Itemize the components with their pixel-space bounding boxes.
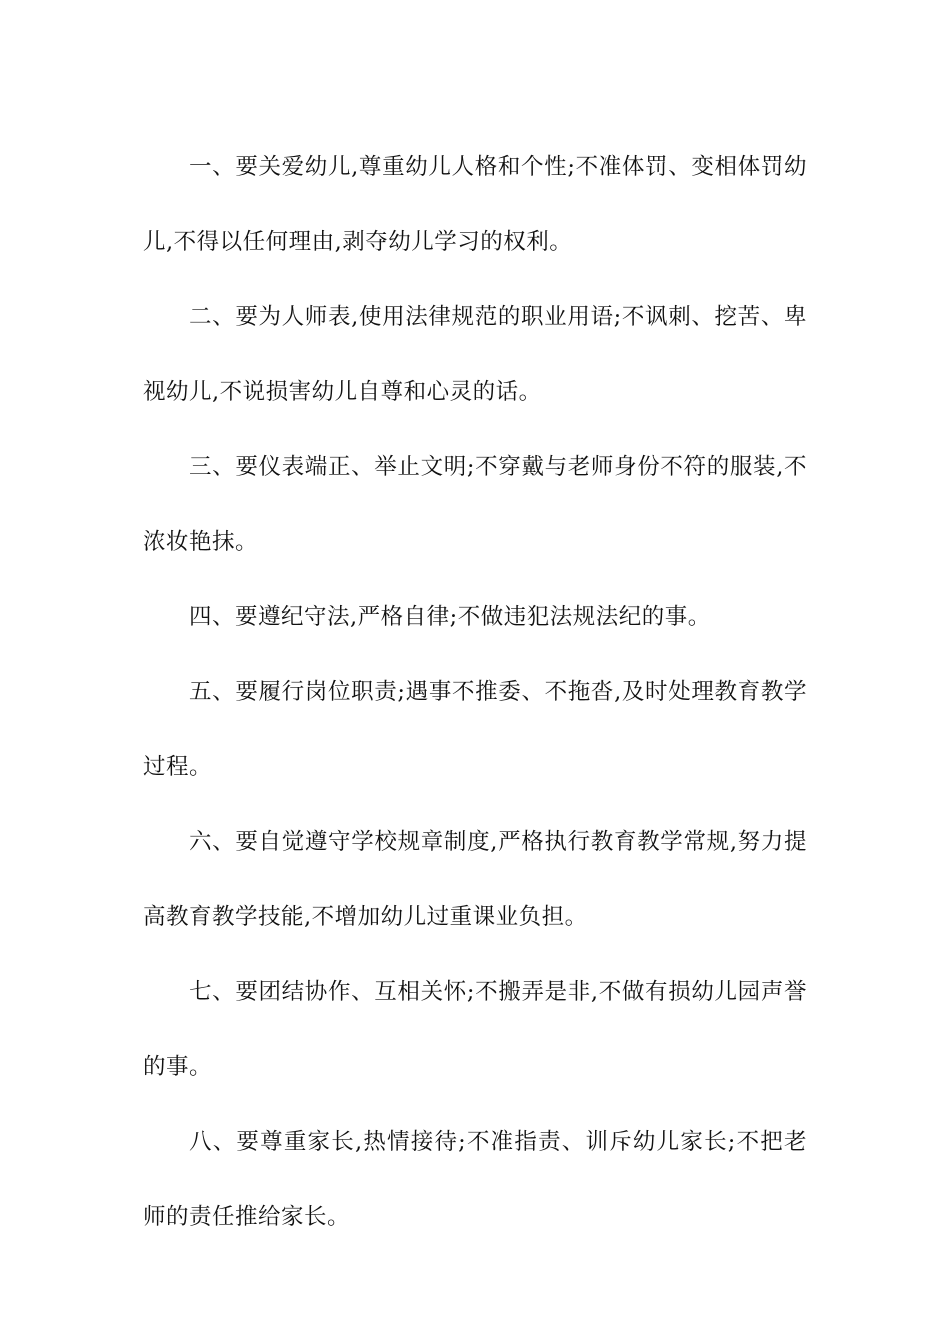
document-body bbox=[143, 130, 807, 1255]
rule-paragraph-4: 四、要遵纪守法,严格自律;不做违犯法规法纪的事。 bbox=[189, 604, 711, 630]
rule-paragraph-6: 六、要自觉遵守学校规章制度,严格执行教育教学常规,努力提高教育教学技能,不增加幼儿过重课业负担。 bbox=[143, 829, 807, 930]
rule-paragraph-3: 三、要仪表端正、举止文明;不穿戴与老师身份不符的服装,不浓妆艳抹。 bbox=[143, 454, 807, 555]
rule-paragraph-5: 五、要履行岗位职责;遇事不推委、不拖沓,及时处理教育教学过程。 bbox=[143, 679, 807, 780]
rule-paragraph-2: 二、要为人师表,使用法律规范的职业用语;不讽刺、挖苦、卑视幼儿,不说损害幼儿自尊和心灵的话。 bbox=[143, 304, 807, 405]
rule-paragraph-1: 一、要关爱幼儿,尊重幼儿人格和个性;不准体罚、变相体罚幼儿,不得以任何理由,剥夺幼儿学习的权利。 bbox=[143, 154, 807, 255]
rule-paragraph-8: 八、要尊重家长,热情接待;不准指责、训斥幼儿家长;不把老师的责任推给家长。 bbox=[143, 1129, 807, 1230]
rule-paragraph-7: 七、要团结协作、互相关怀;不搬弄是非,不做有损幼儿园声誉的事。 bbox=[143, 979, 807, 1080]
